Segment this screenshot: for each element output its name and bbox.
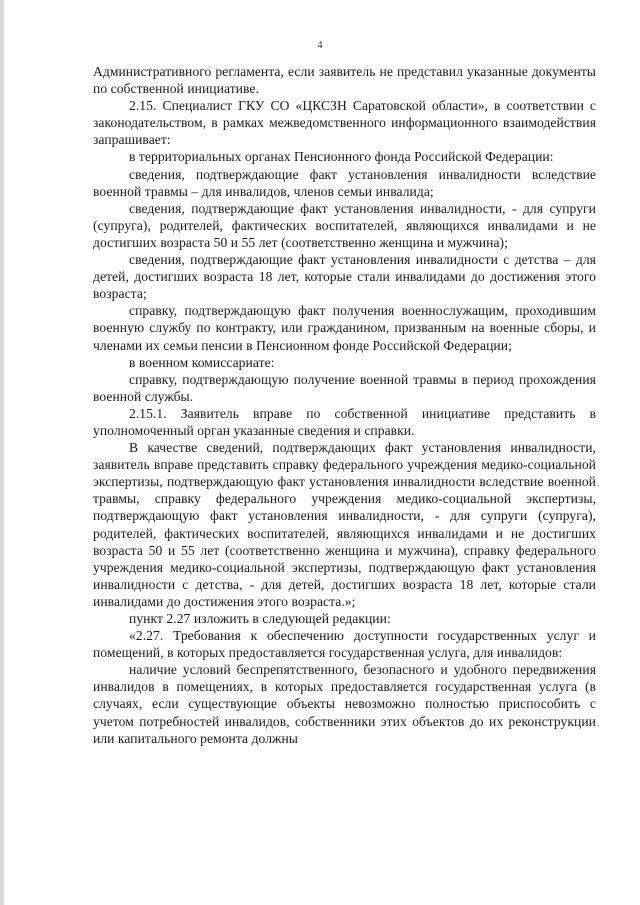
paragraph-military-trauma-certificate: справку, подтверждающую получение военной травмы в период прохождения военной службы.	[93, 371, 596, 404]
paragraph-military-trauma-info: сведения, подтверждающие факт установления инвалидности вследствие военной травмы – для инвалидов, членов семьи инвалида;	[93, 166, 596, 199]
paragraph-military-commissariat: в военном комиссариате:	[129, 354, 275, 370]
paragraph-2-15-1: 2.15.1. Заявитель вправе по собственной инициативе представить в уполномоченный орган указанные сведения и справки.	[93, 405, 596, 438]
paragraph-disability-evidence: В качестве сведений, подтверждающих факт установления инвалидности, заявитель вправе представить справку федерального учреждения медико-социальной экспертизы, подтверждающую факт установления инвалидности вследствие военной травмы, справку федерального учреждения медико-социальной экспертизы, подтверждающую факт установления инвалидности, - для супруги (супруга), родителей, фактических воспитателей, являющихся инвалидами и не достигших возраста 50 и 55 лет (соответственно женщина и мужчина), справку федерального учреждения медико-социальной экспертизы, подтверждающую факт установления инвалидности с детства, - для детей, достигших возраста 18 лет, которые стали инвалидами до достижения этого возраста.»;	[93, 440, 596, 609]
paragraph-spouse-parents-info: сведения, подтверждающие факт установления инвалидности, - для супруги (супруга), родителей, фактических воспитателей, являющихся инвалидами и не достигших возраста 50 и 55 лет (соответственно женщина и мужчина);	[93, 200, 596, 250]
paragraph-item-2-27-intro: пункт 2.27 изложить в следующей редакции:	[129, 611, 391, 626]
paragraph-2-15: 2.15. Специалист ГКУ СО «ЦКСЗН Саратовской области», в соответствии с законодательством, в рамках межведомственного информационного взаимодействия запрашивает:	[93, 98, 596, 148]
page-number: 4	[317, 40, 323, 51]
document-body	[93, 63, 596, 747]
paragraph-childhood-disability-info: сведения, подтверждающие факт установления инвалидности с детства – для детей, достигших возраста 18 лет, которые стали инвалидами до достижения этого возраста;	[93, 252, 596, 302]
paragraph-accessibility-conditions: наличие условий беспрепятственного, безопасного и удобного передвижения инвалидов в помещениях, в которых предоставляется государственная услуга (в случаях, если существующие объекты невозможно полностью приспособить с учетом потребностей инвалидов, собственники этих объектов до их реконструкции или капитального ремонта должны	[93, 662, 596, 746]
paragraph-pension-fund: в территориальных органах Пенсионного фонда Российской Федерации:	[129, 149, 554, 165]
paragraph-pension-certificate: справку, подтверждающую факт получения военнослужащим, проходившим военную службу по контракту, или гражданином, призванным на военные сборы, и членами их семьи пенсии в Пенсионном фонде Российской Федерации;	[93, 303, 596, 353]
scan-edge	[0, 0, 4, 905]
paragraph-2-27: «2.27. Требования к обеспечению доступности государственных услуг и помещений, в которых предоставляется государственная услуга, для инвалидов:	[93, 628, 596, 661]
paragraph-continuation: Административного регламента, если заявитель не представил указанные документы по собственной инициативе.	[93, 64, 596, 97]
